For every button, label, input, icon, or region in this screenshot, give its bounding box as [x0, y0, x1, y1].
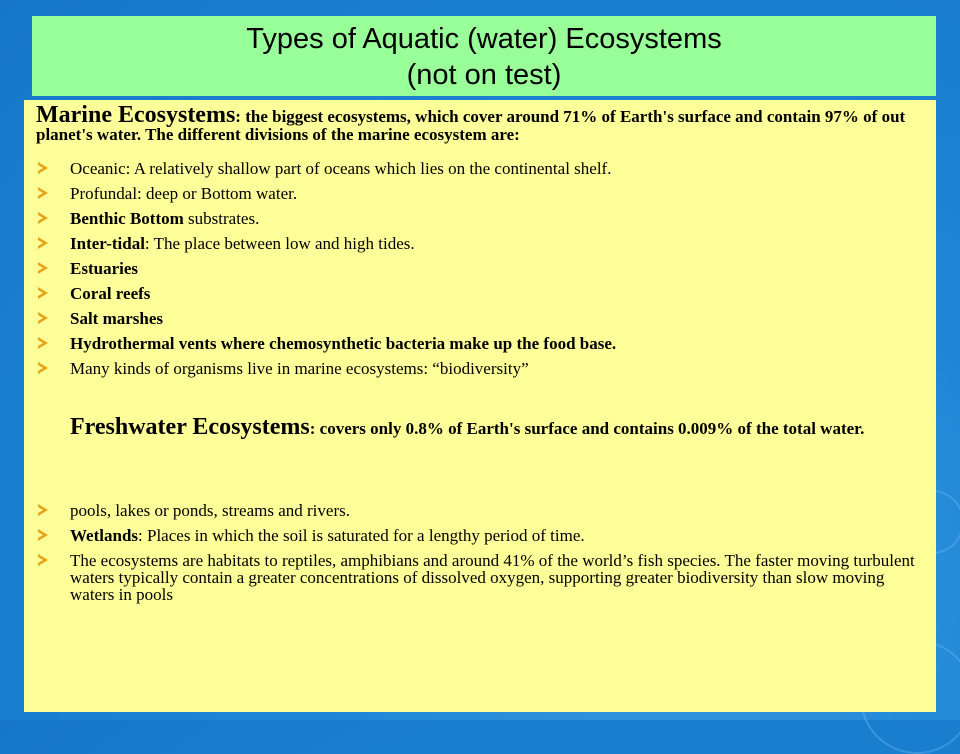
bullet-bold-text: Coral reefs	[70, 284, 151, 303]
arrow-bullet-icon	[38, 554, 48, 566]
bullet-item	[36, 360, 924, 377]
bullet-item	[36, 260, 924, 277]
bullet-text: Many kinds of organisms live in marine ecosystems: “biodiversity”	[70, 359, 529, 378]
content-panel	[24, 100, 936, 712]
bullet-text: Oceanic: A relatively shallow part of oceans which lies on the continental shelf.	[70, 159, 612, 178]
freshwater-intro-text: : covers only 0.8% of Earth's surface and contains 0.009% of the total water.	[309, 419, 865, 438]
title-line-2: (not on test)	[406, 59, 562, 91]
bullet-bold-text: Estuaries	[70, 259, 138, 278]
freshwater-list	[36, 502, 924, 603]
arrow-bullet-icon	[38, 529, 48, 541]
bullet-item	[36, 235, 924, 252]
arrow-bullet-icon	[38, 362, 48, 374]
title-line-1: Types of Aquatic (water) Ecosystems	[246, 23, 722, 55]
marine-list	[36, 160, 924, 377]
bullet-item	[36, 527, 924, 544]
arrow-bullet-icon	[38, 312, 48, 324]
arrow-bullet-icon	[38, 262, 48, 274]
arrow-bullet-icon	[38, 337, 48, 349]
arrow-bullet-icon	[38, 162, 48, 174]
bullet-text: The ecosystems are habitats to reptiles, amphibians and around 41% of the world’s fish species. The faster moving turbulent waters typically contain a greater concentrations of dissolved oxygen, supporting greater biodiversity than slow moving waters in pools	[70, 551, 915, 604]
bullet-bold-text: Salt marshes	[70, 309, 164, 328]
bullet-item	[36, 185, 924, 202]
bullet-text: pools, lakes or ponds, streams and rivers.	[70, 501, 350, 520]
bullet-bold-text: Benthic Bottom	[70, 209, 184, 228]
arrow-bullet-icon	[38, 504, 48, 516]
bullet-text: Profundal: deep or Bottom water.	[70, 184, 298, 203]
marine-heading: Marine Ecosystems	[36, 102, 236, 128]
bullet-item	[36, 502, 924, 519]
bullet-bold-text: Wetlands	[70, 526, 139, 545]
freshwater-heading: Freshwater Ecosystems	[70, 414, 310, 440]
bullet-item	[36, 160, 924, 177]
bullet-bold-text: Inter-tidal	[70, 234, 145, 253]
bullet-text: substrates.	[183, 209, 260, 228]
bullet-item	[36, 552, 924, 603]
marine-intro-text: : the biggest ecosystems, which cover around 71% of Earth's surface and contain 97% of out planet's water. The different divisions of the marine ecosystem are:	[36, 107, 906, 144]
bullet-item	[36, 335, 924, 352]
bullet-item	[36, 210, 924, 227]
slide-title	[32, 16, 936, 96]
arrow-bullet-icon	[38, 187, 48, 199]
arrow-bullet-icon	[38, 237, 48, 249]
arrow-bullet-icon	[38, 212, 48, 224]
bullet-text: : The place between low and high tides.	[144, 234, 415, 253]
freshwater-intro	[70, 414, 926, 440]
bullet-item	[36, 310, 924, 327]
bullet-bold-text: Hydrothermal vents where chemosynthetic bacteria make up the food base.	[70, 334, 617, 353]
bullet-text: : Places in which the soil is saturated for a lengthy period of time.	[138, 526, 585, 545]
arrow-bullet-icon	[38, 287, 48, 299]
marine-intro	[36, 102, 926, 144]
bullet-item	[36, 285, 924, 302]
